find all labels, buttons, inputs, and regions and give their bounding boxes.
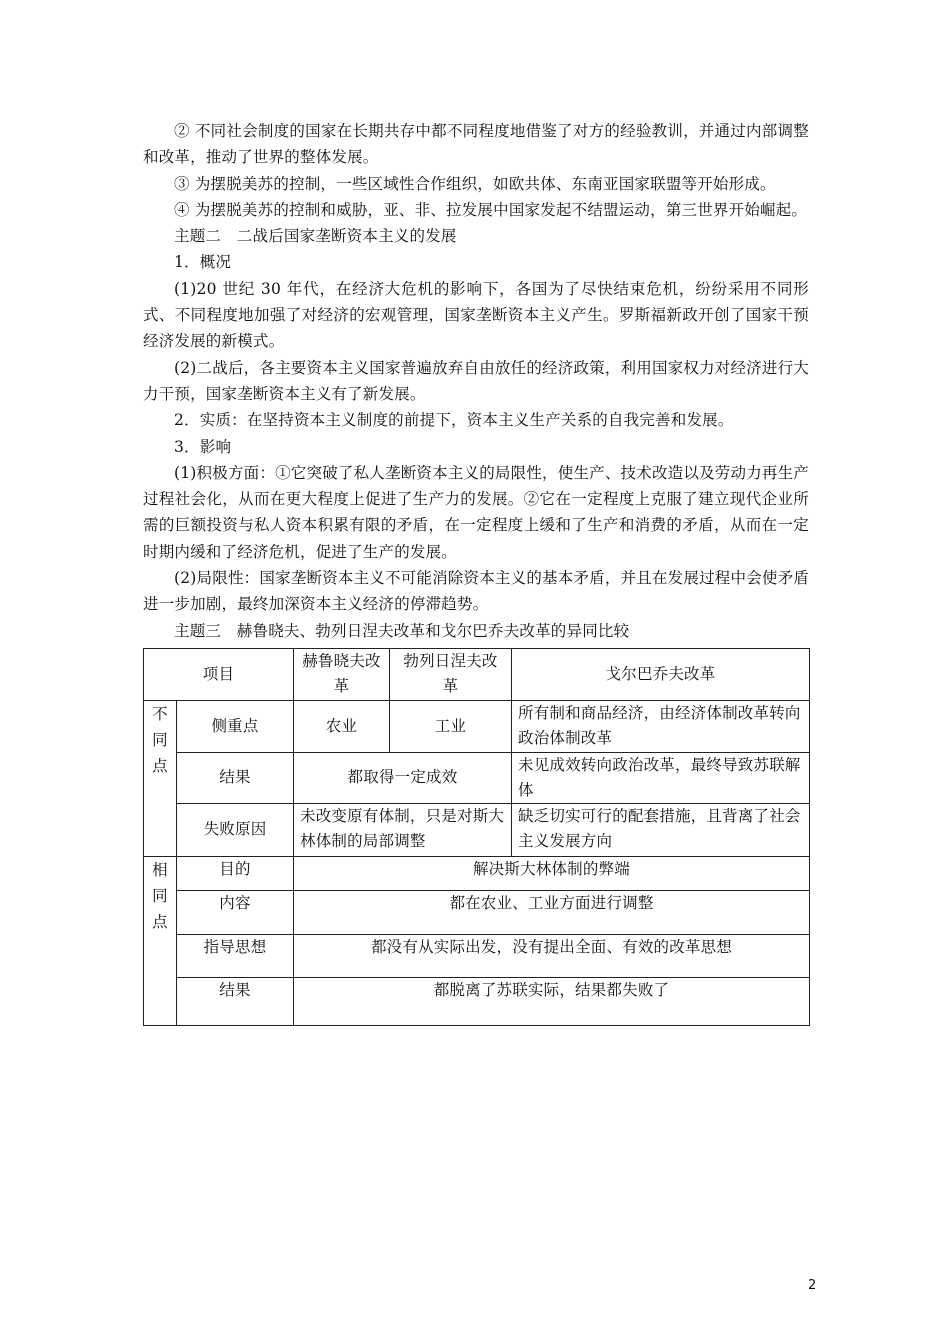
- table-cell: 未改变原有体制，只是对斯大林体制的局部调整: [294, 803, 512, 856]
- group-label-char: 相: [152, 860, 168, 879]
- group-label-similarities: [144, 856, 177, 1025]
- table-cell: 工业: [390, 700, 512, 752]
- table-row: [144, 977, 810, 1025]
- section-heading-theme2: 主题二 二战后国家垄断资本主义的发展: [174, 227, 457, 246]
- table-cell: 缺乏切实可行的配套措施，且背离了社会主义发展方向: [512, 803, 810, 856]
- paragraph: ② 不同社会制度的国家在长期共存中都不同程度地借鉴了对方的经验教训，并通过内部调整和改革，推动了世界的整体发展。: [143, 122, 809, 167]
- row-label: 指导思想: [177, 934, 294, 977]
- table-row: [144, 856, 810, 890]
- row-label: 内容: [177, 890, 294, 934]
- paragraph: (2)二战后，各主要资本主义国家普遍放弃自由放任的经济政策，利用国家权力对经济进行大力干预，国家垄断资本主义有了新发展。: [143, 358, 809, 403]
- table-row: [144, 752, 810, 803]
- header-brezhnev: 勃列日涅夫改革: [390, 648, 512, 700]
- table-row: [144, 803, 810, 856]
- comparison-table: [143, 648, 810, 1026]
- page-number: 2: [808, 1278, 817, 1293]
- group-label-char: 点: [152, 912, 168, 931]
- table-row: [144, 700, 810, 752]
- row-label: 侧重点: [177, 700, 294, 752]
- group-label-differences: [144, 700, 177, 856]
- table-cell: 未见成效转向政治改革，最终导致苏联解体: [512, 752, 810, 803]
- row-label: 目的: [177, 856, 294, 890]
- paragraph: (1)积极方面：①它突破了私人垄断资本主义的局限性，使生产、技术改造以及劳动力再生产过程社会化，从而在更大程度上促进了生产力的发展。②它在一定程度上克服了建立现代企业所需的巨额投资与私人资本积累有限的矛盾，在一定程度上缓和了生产和消费的矛盾，从而在一定时期内缓和了经济危机，促进了生产的发展。: [143, 463, 809, 561]
- header-khrushchev: 赫鲁晓夫改革: [294, 648, 390, 700]
- subheading: 3．影响: [174, 437, 232, 456]
- table-row: [144, 934, 810, 977]
- row-label: 结果: [177, 977, 294, 1025]
- table-cell: 都在农业、工业方面进行调整: [294, 890, 810, 934]
- group-label-char: 同: [152, 886, 168, 905]
- paragraph: ③ 为摆脱美苏的控制，一些区域性合作组织，如欧共体、东南亚国家联盟等开始形成。: [174, 174, 776, 193]
- row-label: 结果: [177, 752, 294, 803]
- header-gorbachev: 戈尔巴乔夫改革: [512, 648, 810, 700]
- paragraph: (1)20 世纪 30 年代，在经济大危机的影响下，各国为了尽快结束危机，纷纷采用不同形式、不同程度地加强了对经济的宏观管理，国家垄断资本主义产生。罗斯福新政开创了国家干预经济发展的新模式。: [143, 279, 809, 351]
- paragraph: (2)局限性：国家垄断资本主义不可能消除资本主义的基本矛盾，并且在发展过程中会使矛盾进一步加剧，最终加深资本主义经济的停滞趋势。: [143, 569, 809, 614]
- group-label-char: 不: [152, 704, 168, 723]
- group-label-char: 点: [152, 756, 168, 775]
- header-item: 项目: [144, 648, 294, 700]
- subheading: 2．实质：在坚持资本主义制度的前提下，资本主义生产关系的自我完善和发展。: [174, 411, 734, 430]
- table-cell: 解决斯大林体制的弊端: [294, 856, 810, 890]
- subheading: 1．概况: [174, 253, 232, 272]
- table-cell: 都脱离了苏联实际，结果都失败了: [294, 977, 810, 1025]
- group-label-char: 同: [152, 730, 168, 749]
- table-cell: 都取得一定成效: [294, 752, 512, 803]
- paragraph: ④ 为摆脱美苏的控制和威胁，亚、非、拉发展中国家发起不结盟运动，第三世界开始崛起。: [174, 200, 808, 219]
- document-body: [143, 118, 809, 1026]
- section-heading-theme3: 主题三 赫鲁晓夫、勃列日涅夫改革和戈尔巴乔夫改革的异同比较: [174, 621, 630, 640]
- row-label: 失败原因: [177, 803, 294, 856]
- table-header-row: [144, 648, 810, 700]
- table-row: [144, 890, 810, 934]
- table-cell: 都没有从实际出发，没有提出全面、有效的改革思想: [294, 934, 810, 977]
- table-cell: 农业: [294, 700, 390, 752]
- table-cell: 所有制和商品经济，由经济体制改革转向政治体制改革: [512, 700, 810, 752]
